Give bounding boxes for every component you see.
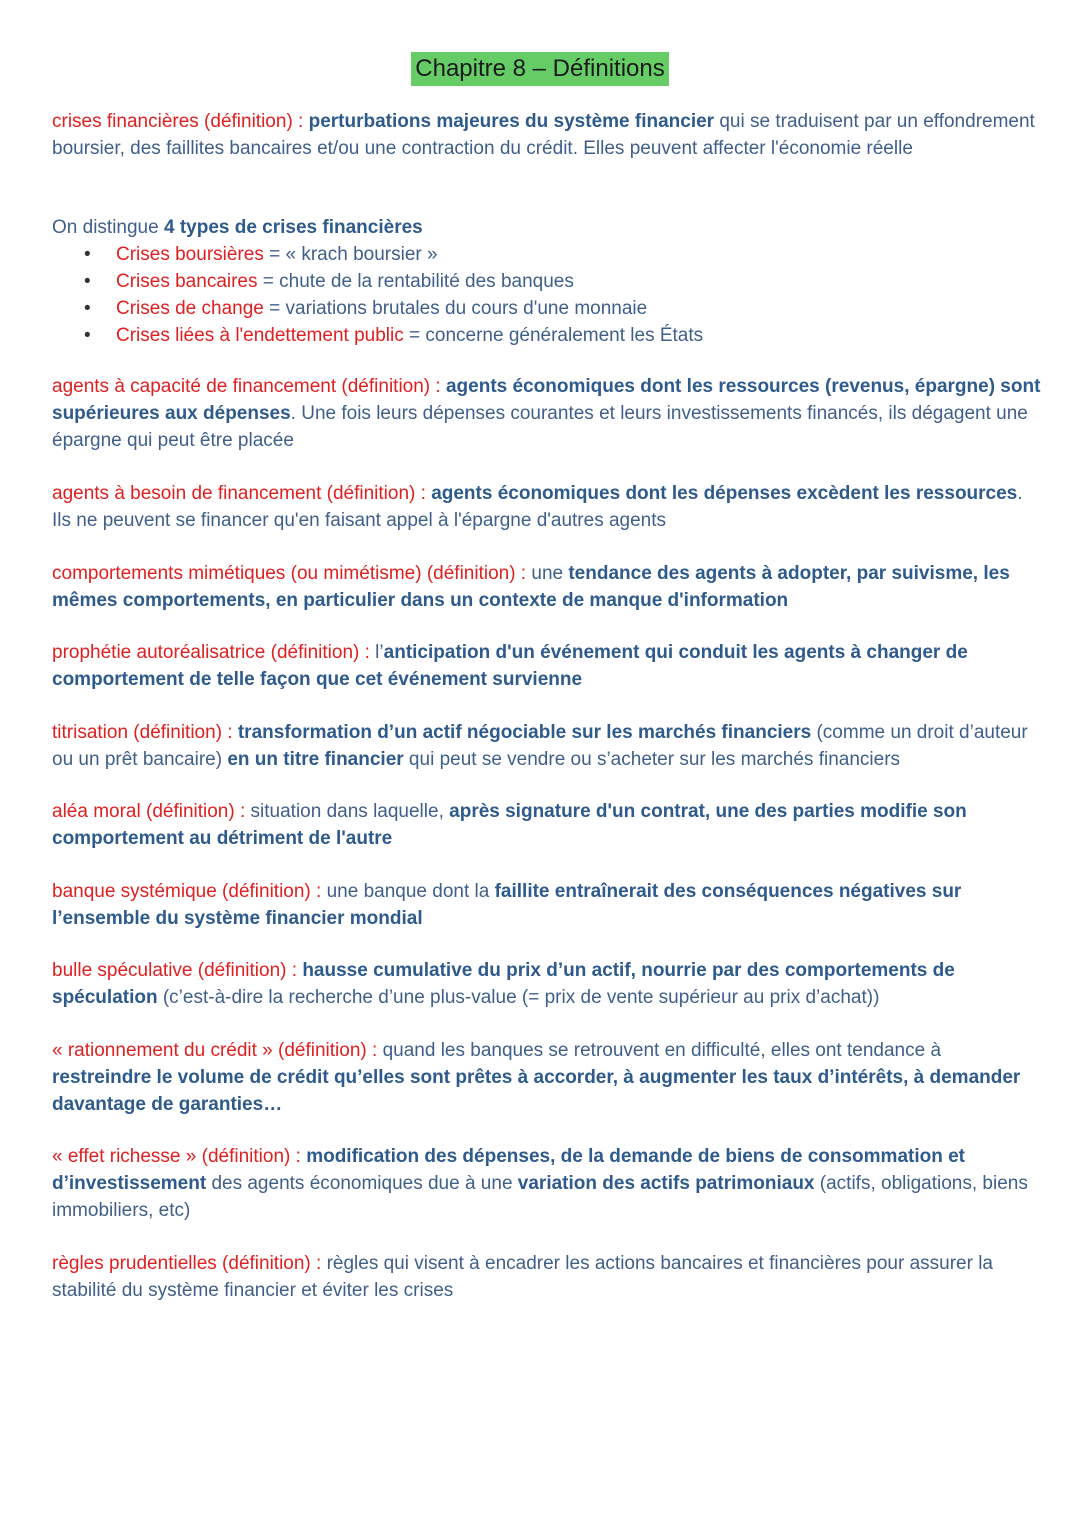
definition-term: banque systémique (définition) : (52, 881, 322, 902)
definition-key-text: hausse cumulative du prix d’un actif, nourrie par des comportements de spéculation (52, 960, 955, 1008)
definition-alea-moral (52, 798, 1042, 852)
definition-key-text: faillite entraînerait des conséquences négatives sur l’ensemble du système financier mondial (52, 881, 962, 929)
definition-text: qui se traduisent par un effondrement boursier, des faillites bancaires et/ou une contraction du crédit. Elles peuvent affecter l'économie réelle (52, 111, 1035, 159)
list-item-desc: = chute de la rentabilité des banques (257, 271, 574, 292)
definition-key-text: modification des dépenses, de la demande de biens de consommation et d’investissement (52, 1146, 966, 1194)
definition-comportements-mimetiques (52, 560, 1042, 614)
definition-text: quand les banques se retrouvent en difficulté, elles ont tendance à (377, 1040, 942, 1061)
definition-effet-richesse (52, 1143, 1042, 1224)
definition-text: (c’est-à-dire la recherche d’une plus-value (= prix de vente supérieur au prix d’achat)) (157, 987, 880, 1008)
list-item (52, 295, 1042, 322)
definition-text: situation dans laquelle, (245, 801, 450, 822)
definition-term: prophétie autoréalisatrice (définition) : (52, 642, 370, 663)
definition-term: crises financières (définition) : (52, 111, 304, 132)
crisis-types-list (52, 241, 1042, 349)
definition-text: . Une fois leurs dépenses courantes et leurs investissements financés, ils dégagent une épargne qui peut être placée (52, 403, 1028, 451)
definition-text: (actifs, obligations, biens immobiliers, etc) (52, 1173, 1028, 1221)
definition-term: bulle spéculative (définition) : (52, 960, 298, 981)
definition-key-text: agents économiques dont les dépenses excèdent les ressources (431, 483, 1018, 504)
title-wrap (0, 52, 1080, 86)
definition-term: agents à besoin de financement (définition) : (52, 483, 426, 504)
definition-key-text: tendance des agents à adopter, par suivisme, les mêmes comportements, en particulier dans un contexte de manque d'information (52, 563, 1010, 611)
list-item-desc: = concerne généralement les États (403, 325, 704, 346)
definition-bulle-speculative (52, 957, 1042, 1011)
definition-text: une banque dont la (321, 881, 495, 902)
definition-text: . Ils ne peuvent se financer qu'en faisant appel à l'épargne d'autres agents (52, 483, 1023, 531)
definition-term: comportements mimétiques (ou mimétisme) (définition) : (52, 563, 527, 584)
list-item-term: Crises liées à l'endettement public (116, 325, 404, 346)
list-item (52, 241, 1042, 268)
definition-text: des agents économiques due à une (206, 1173, 518, 1194)
definition-term: « effet richesse » (définition) : (52, 1146, 301, 1167)
definition-term: règles prudentielles (définition) : (52, 1253, 322, 1274)
definition-titrisation (52, 719, 1042, 773)
definition-key-text: agents économiques dont les ressources (revenus, épargne) sont supérieures aux dépenses (52, 376, 1041, 424)
list-item-term: Crises boursières (116, 244, 264, 265)
list-item (52, 268, 1042, 295)
definition-crises-financieres (52, 108, 1042, 162)
definition-key-text: anticipation d'un événement qui conduit les agents à changer de comportement de telle façon que cet événement survienne (52, 642, 968, 690)
definition-prophetie-autorealisatrice (52, 639, 1042, 693)
definition-rationnement-credit (52, 1037, 1042, 1118)
definition-key-text: restreindre le volume de crédit qu’elles sont prêtes à accorder, à augmenter les taux d’intérêts, à demander davantage de garanties… (52, 1067, 1021, 1115)
definition-banque-systemique (52, 878, 1042, 932)
crisis-types-intro (52, 214, 1042, 241)
definition-key-text: transformation d’un actif négociable sur les marchés financiers (237, 722, 812, 743)
list-item-term: Crises de change (116, 298, 264, 319)
definition-term: titrisation (définition) : (52, 722, 233, 743)
intro-text: On distingue (52, 217, 164, 238)
crisis-types-section (52, 214, 1042, 349)
definition-text: l’ (369, 642, 384, 663)
list-item-desc: = « krach boursier » (263, 244, 438, 265)
definition-key-text: perturbations majeures du système financier (308, 111, 715, 132)
definition-key-text: variation des actifs patrimoniaux (517, 1173, 815, 1194)
definition-key-text: en un titre financier (227, 749, 404, 770)
definition-capacite-financement (52, 373, 1042, 454)
definition-term: « rationnement du crédit » (définition) : (52, 1040, 378, 1061)
list-item-desc: = variations brutales du cours d'une monnaie (263, 298, 648, 319)
definition-key-text: après signature d'un contrat, une des parties modifie son comportement au détriment de l'autre (52, 801, 967, 849)
definition-besoin-financement (52, 480, 1042, 534)
definition-regles-prudentielles (52, 1250, 1042, 1304)
list-item-term: Crises bancaires (116, 271, 258, 292)
definition-text: qui peut se vendre ou s’acheter sur les marchés financiers (403, 749, 901, 770)
list-item (52, 322, 1042, 349)
definition-term: agents à capacité de financement (définition) : (52, 376, 441, 397)
definition-term: aléa moral (définition) : (52, 801, 246, 822)
page-title: Chapitre 8 – Définitions (411, 52, 668, 86)
definition-text: une (526, 563, 569, 584)
definition-text: règles qui visent à encadrer les actions bancaires et financières pour assurer la stabilité du système financier et éviter les crises (52, 1253, 994, 1301)
definition-text: (comme un droit d’auteur ou un prêt bancaire) (52, 722, 1028, 770)
intro-bold-text: 4 types de crises financières (163, 217, 423, 238)
